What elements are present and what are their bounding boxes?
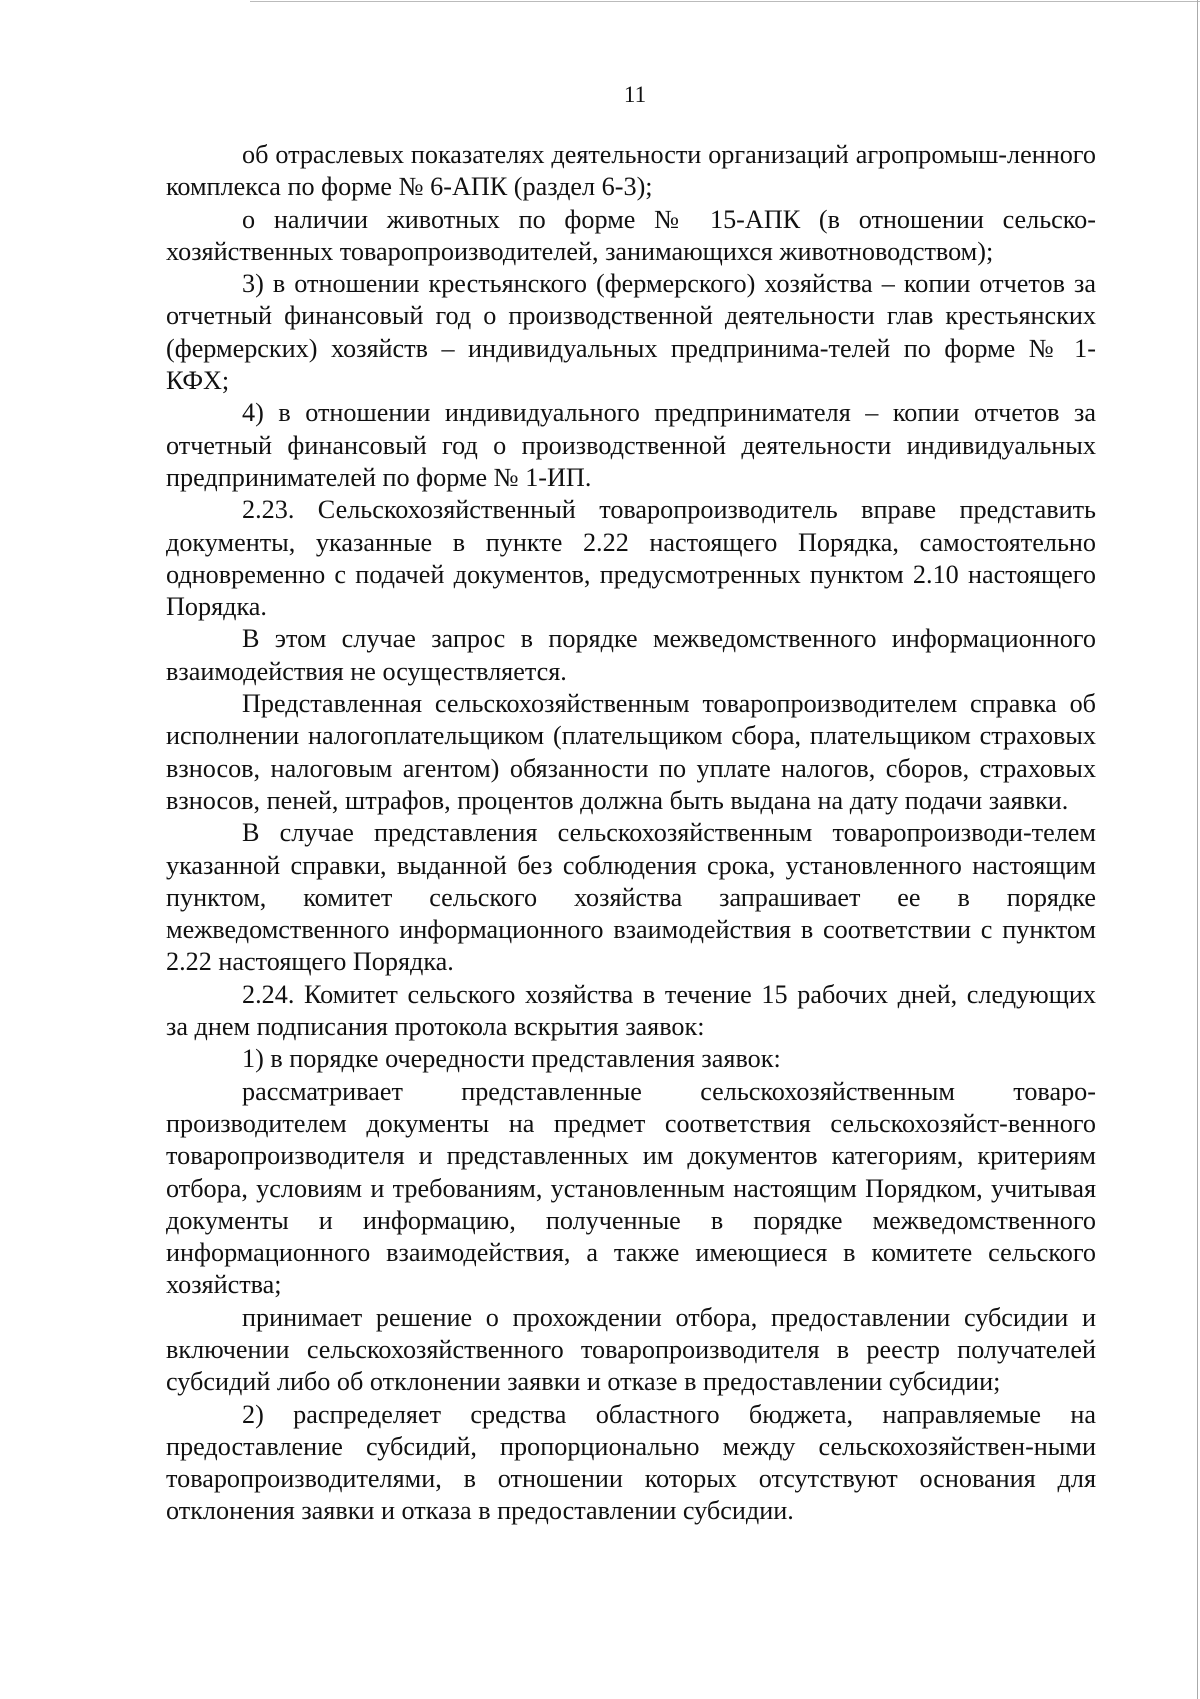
paragraph-no-request: В этом случае запрос в порядке межведомственного информационного взаимодействия не осуществляется. (166, 624, 1096, 686)
document-body (166, 139, 1096, 1528)
paragraph-reviews-documents: рассматривает представленные сельскохозяйственным товаро-производителем документы на предмет соответствия сельскохозяйст-венного товаропроизводителя и представленных им документов категориям, критериям отбора, условиям и требованиям, установленным настоящим Порядком, учитывая документы и информацию, полученные в порядке межведомственного информационного взаимодействия, а также имеющиеся в комитете сельского хозяйства; (166, 1076, 1096, 1300)
paragraph-tax-certificate: Представленная сельскохозяйственным товаропроизводителем справка об исполнении налогоплательщиком (плательщиком сбора, плательщиком страховых взносов, налоговым агентом) обязанности по уплате налогов, сборов, страховых взносов, пеней, штрафов, процентов должна быть выдана на дату подачи заявки. (166, 689, 1096, 815)
paragraph-order-of-applications: 1) в порядке очередности представления заявок: (242, 1044, 781, 1074)
page-number: 11 (623, 82, 647, 107)
paragraph-animals: о наличии животных по форме № 15-АПК (в отношении сельско-хозяйственных товаропроизводителей, занимающихся животноводством); (166, 204, 1096, 266)
scan-top-edge (250, 1, 1200, 2)
paragraph-2-23: 2.23. Сельскохозяйственный товаропроизводитель вправе представить документы, указанные в пункте 2.22 настоящего Порядка, самостоятельно одновременно с подачей документов, предусмотренных пунктом 2.10 настоящего Порядка. (166, 495, 1096, 622)
scan-right-edge (1197, 0, 1198, 1699)
paragraph-distributes-funds: 2) распределяет средства областного бюджета, направляемые на предоставление субсидий, пропорционально между сельскохозяйствен-ными товаропроизводителями, в отношении которых отсутствуют основания для отклонения заявки и отказа в предоставлении субсидии. (166, 1399, 1096, 1526)
paragraph-certificate-deadline: В случае представления сельскохозяйственным товаропроизводи-телем указанной справки, выданной без соблюдения срока, установленного настоящим пунктом, комитет сельского хозяйства запрашивает ее в порядке межведомственного информационного взаимодействия в соответствии с пунктом 2.22 настоящего Порядка. (166, 818, 1096, 977)
paragraph-2-24: 2.24. Комитет сельского хозяйства в течение 15 рабочих дней, следующих за днем подписания протокола вскрытия заявок: (166, 979, 1096, 1042)
paragraph-agro-indicators: об отраслевых показателях деятельности организаций агропромыш-ленного комплекса по форме № 6-АПК (раздел 6-3); (166, 140, 1096, 202)
paragraph-farm-reports: 3) в отношении крестьянского (фермерского) хозяйства – копии отчетов за отчетный финансовый год о производственной деятельности глав крестьянских (фермерских) хозяйств – индивидуальных предпринима-телей по форме № 1-КФХ; (166, 269, 1096, 396)
paragraph-makes-decision: принимает решение о прохождении отбора, предоставлении субсидии и включении сельскохозяйственного товаропроизводителя в реестр получателей субсидий либо об отклонении заявки и отказе в предоставлении субсидии; (166, 1302, 1096, 1397)
paragraph-entrepreneur-reports: 4) в отношении индивидуального предпринимателя – копии отчетов за отчетный финансовый год о производственной деятельности индивидуальных предпринимателей по форме № 1-ИП. (166, 398, 1096, 492)
